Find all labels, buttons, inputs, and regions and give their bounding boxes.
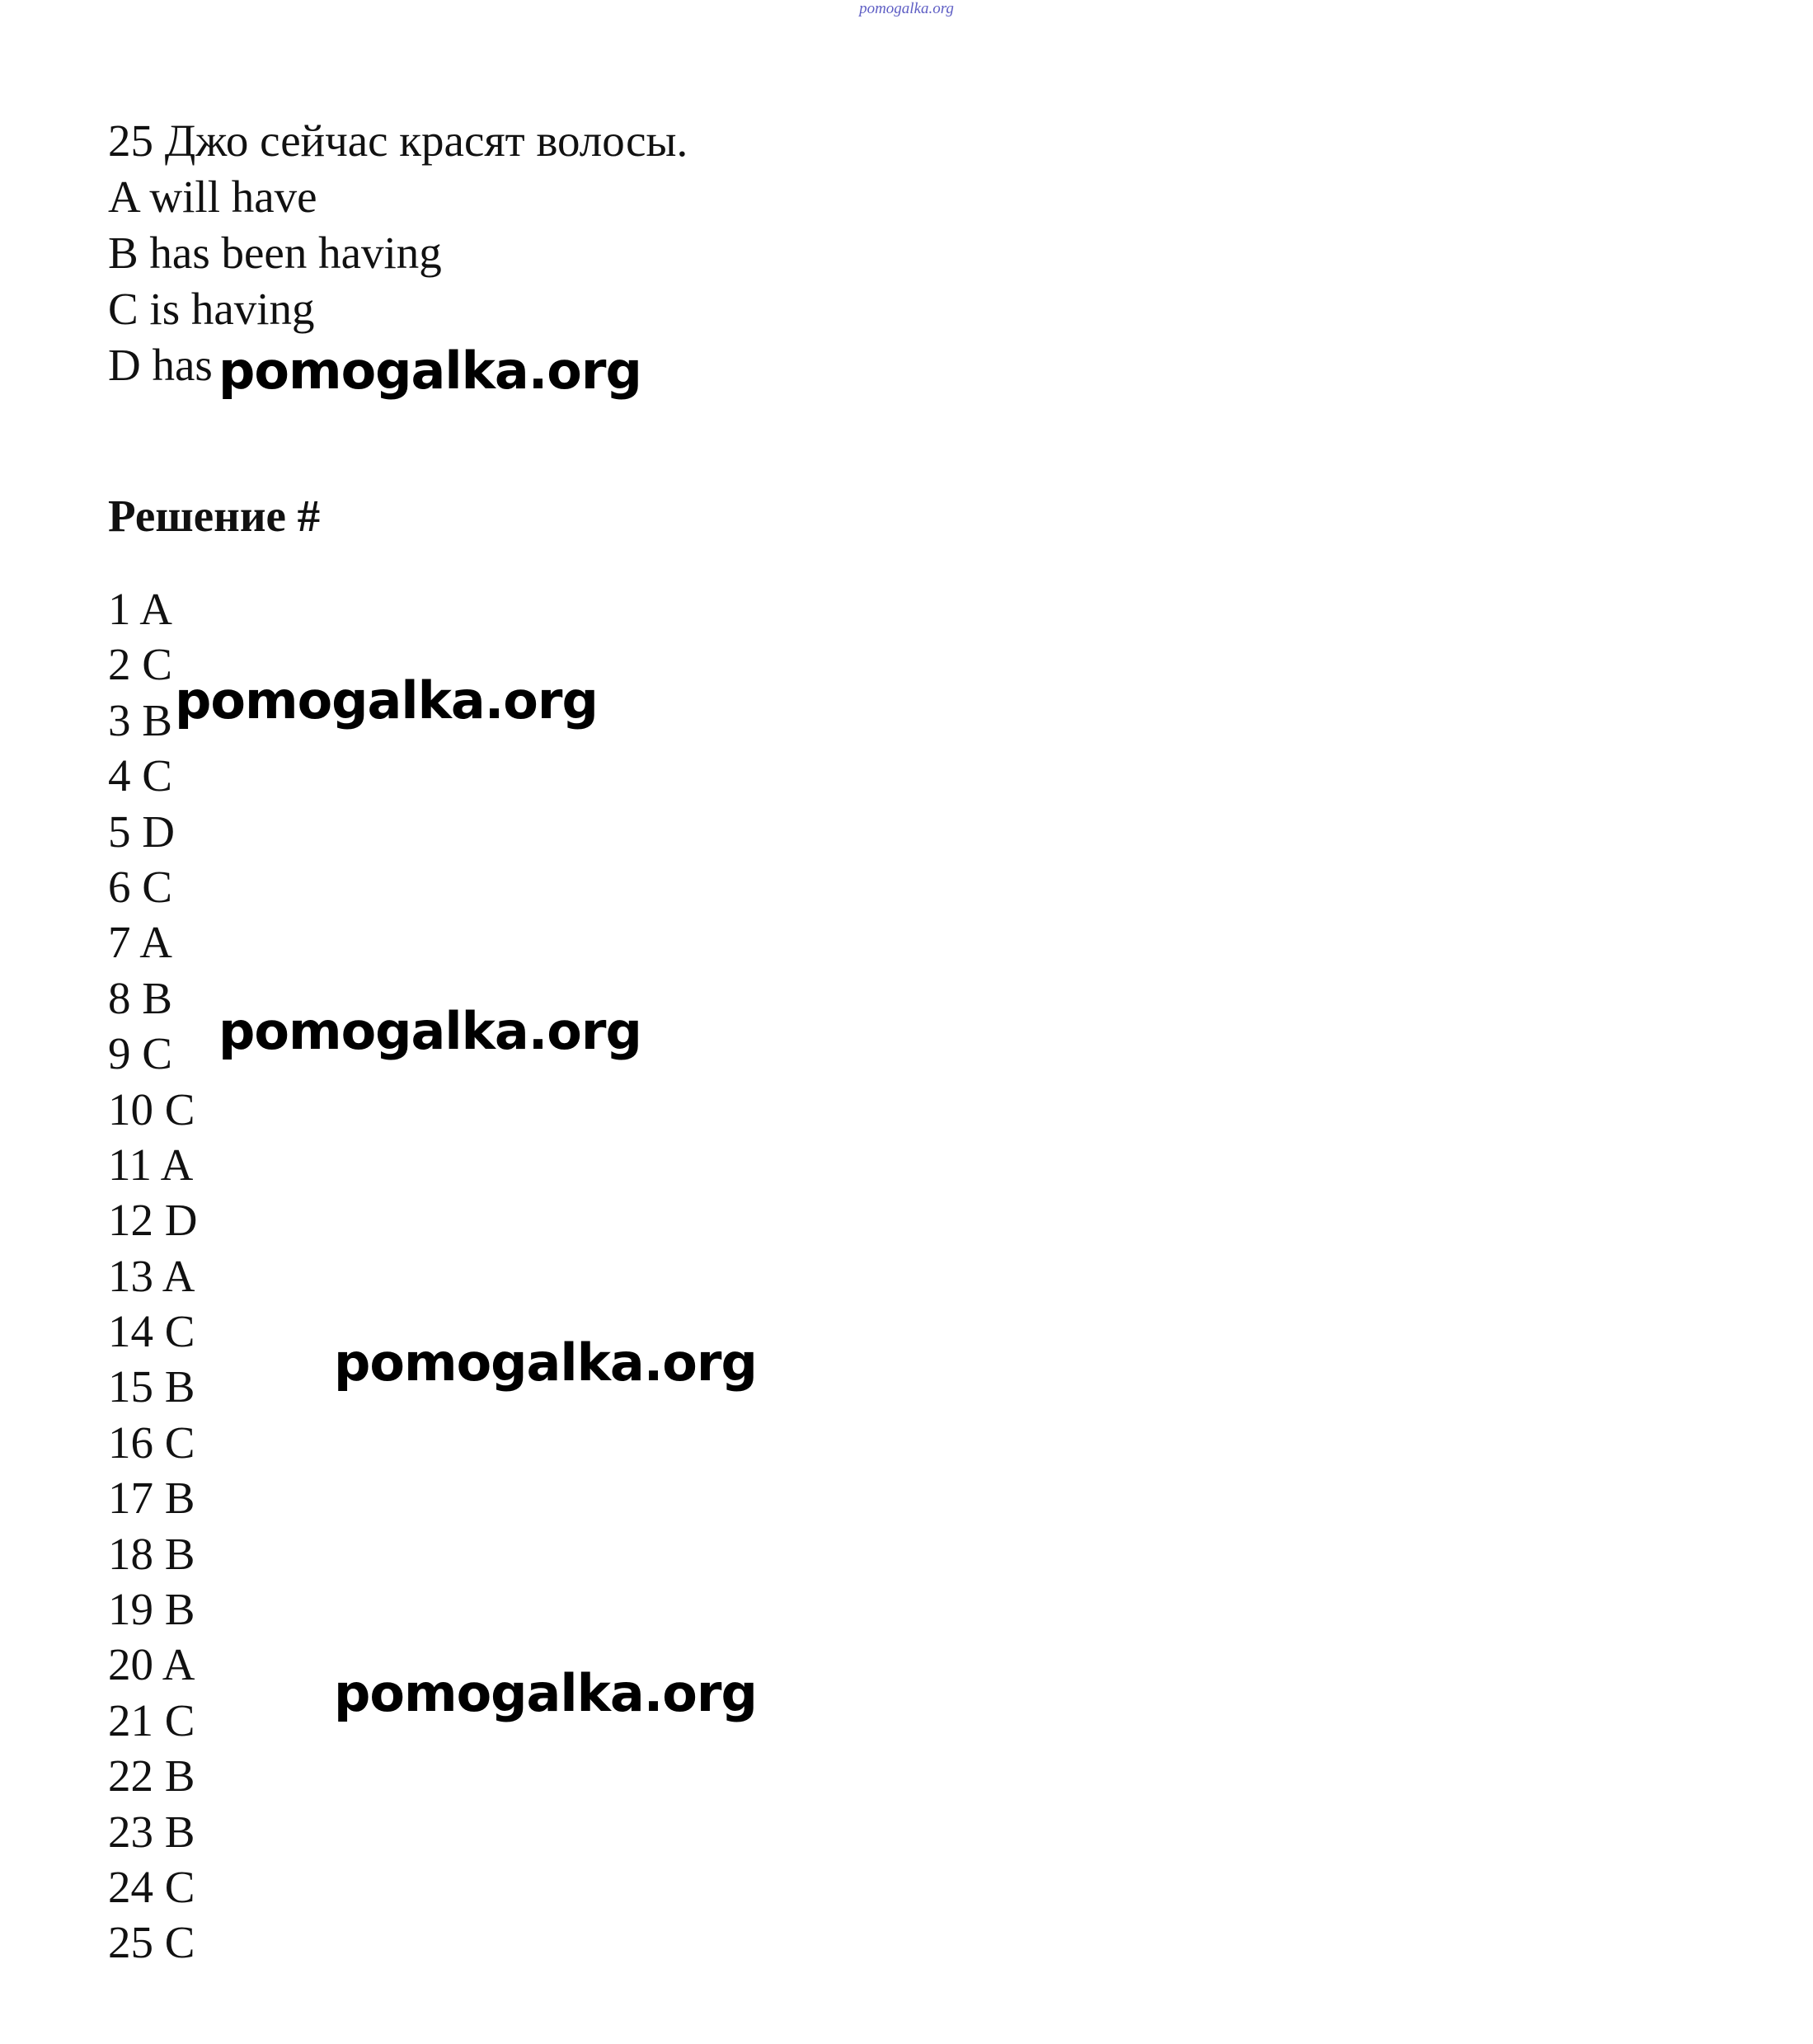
answer-item: 20 A (108, 1639, 195, 1690)
header-watermark: pomogalka.org (859, 0, 954, 17)
answer-item: 24 C (108, 1861, 195, 1912)
watermark: pomogalka.org (218, 341, 641, 401)
answer-item: 21 C (108, 1694, 195, 1746)
answer-item: 5 D (108, 806, 175, 857)
answer-item: 22 B (108, 1750, 195, 1802)
answer-item: 23 B (108, 1806, 195, 1857)
option-c: C is having (108, 284, 315, 334)
answer-item: 17 B (108, 1473, 195, 1524)
answer-item: 2 C (108, 639, 172, 690)
watermark: pomogalka.org (334, 1663, 757, 1723)
option-b: B has been having (108, 228, 442, 278)
question-prompt: 25 Джо сейчас красят волосы. (108, 115, 688, 166)
answer-item: 19 B (108, 1584, 195, 1635)
answer-list (108, 581, 197, 1971)
answer-item: 10 C (108, 1083, 195, 1135)
answer-item: 13 A (108, 1250, 195, 1301)
answer-item: 11 A (108, 1139, 194, 1190)
answer-item: 7 A (108, 917, 172, 968)
answer-item: 8 B (108, 972, 172, 1023)
answer-item: 25 C (108, 1917, 195, 1968)
answer-item: 14 C (108, 1306, 195, 1357)
answer-item: 15 B (108, 1361, 195, 1412)
answer-item: 1 A (108, 584, 172, 634)
answer-item: 12 D (108, 1195, 198, 1246)
answer-item: 6 C (108, 861, 172, 912)
answer-item: 4 C (108, 750, 172, 801)
answer-item: 16 C (108, 1417, 195, 1468)
watermark: pomogalka.org (334, 1332, 757, 1393)
watermark: pomogalka.org (175, 670, 598, 731)
answer-item: 9 C (108, 1028, 172, 1079)
solution-heading: Решение # (108, 491, 321, 541)
watermark: pomogalka.org (218, 1001, 641, 1061)
answer-item: 3 B (108, 694, 172, 745)
answer-item: 18 B (108, 1528, 195, 1579)
option-a: A will have (108, 172, 317, 222)
option-d: D has (108, 340, 213, 390)
